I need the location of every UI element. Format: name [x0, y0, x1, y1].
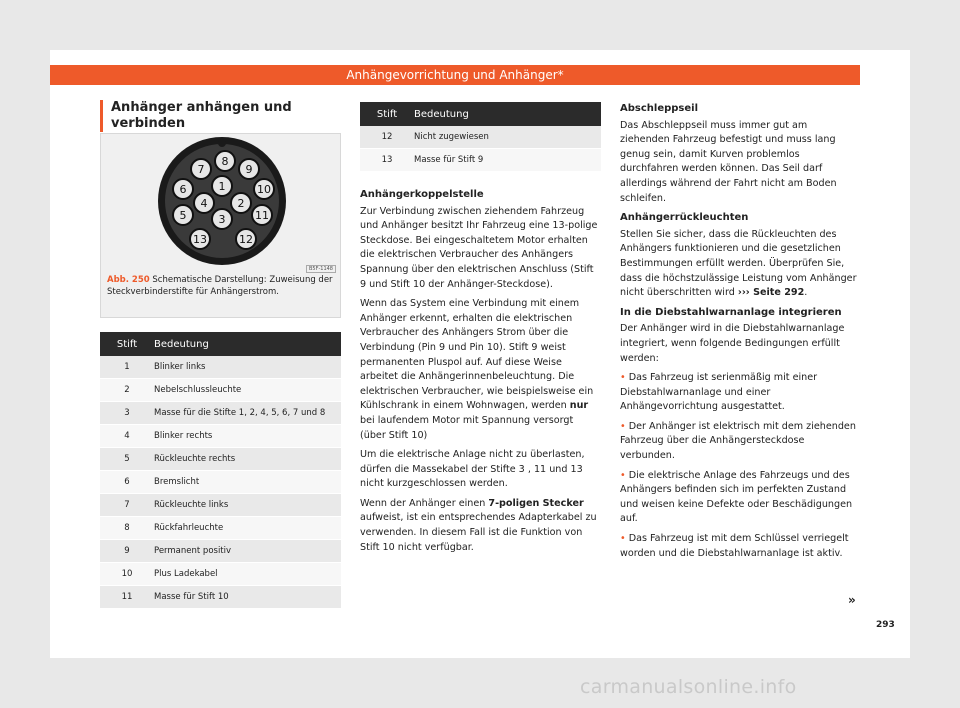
page-header: Anhängevorrichtung und Anhänger*: [50, 65, 860, 85]
connector-diagram: [101, 134, 342, 269]
table-row: [360, 149, 601, 172]
paragraph: [620, 228, 860, 301]
pin-meaning: Bremslicht: [154, 471, 341, 494]
table-row: [100, 540, 341, 563]
caption-label: Abb. 250: [107, 275, 150, 285]
pin-number: 6: [100, 471, 154, 494]
table-row: [100, 402, 341, 425]
pin-meaning: Nebelschlussleuchte: [154, 379, 341, 402]
pin-number: 1: [100, 356, 154, 379]
pin-label: 4: [200, 197, 208, 210]
connector-key: [218, 139, 226, 147]
pin-label: 13: [193, 233, 207, 246]
pin-table-2: [360, 102, 601, 172]
bullet-icon: •: [620, 469, 626, 481]
list-item: [620, 420, 860, 464]
list-item: [620, 469, 860, 527]
text-run: .: [804, 287, 808, 299]
table-row: [100, 356, 341, 379]
pin-table-1: [100, 332, 341, 609]
text-run: Wenn das System eine Verbindung mit einem Anhänger erkennt, erhalten die elektrischen Verbraucher des Anhängers Strom über die Verbindung (Pin 9 und Pin 10). Stift 9 weist permanenten Pluspol auf. Auf diese Weise arbeitet die Anhängerinnenbeleuchtung. Die elektrischen Verbraucher, wie beispielsweise ein Kühlschrank in einem Wohnwagen, werden: [360, 298, 594, 412]
pin-number: 4: [100, 425, 154, 448]
bullet-list: [620, 371, 860, 561]
pin-label: 10: [257, 183, 271, 196]
paragraph: Der Anhänger wird in die Diebstahlwarnanlage integriert, wenn folgende Bedingungen erfüllt werden:: [620, 323, 845, 364]
table-row: [100, 563, 341, 586]
pin-label: 9: [245, 163, 253, 176]
pin-label: 5: [179, 209, 187, 222]
table-row: [100, 425, 341, 448]
pin-number: 13: [360, 149, 414, 172]
pin-meaning: Blinker links: [154, 356, 341, 379]
pin-table-continued: [360, 102, 601, 172]
watermark: carmanualsonline.info: [580, 676, 797, 698]
heading-rueckleuchten: Anhängerrückleuchten: [620, 212, 749, 224]
page-reference-link[interactable]: ››› Seite 292: [737, 287, 805, 299]
pin-label: 8: [221, 155, 229, 168]
pin-number: 10: [100, 563, 154, 586]
pin-meaning: Blinker rechts: [154, 425, 341, 448]
pin-meaning: Masse für Stift 9: [414, 149, 601, 172]
pin-number: 8: [100, 517, 154, 540]
col-header-stift: Stift: [360, 102, 414, 126]
pin-label: 1: [218, 180, 226, 193]
pin-number: 5: [100, 448, 154, 471]
section-title: Anhänger anhängen und verbinden: [100, 100, 341, 132]
paragraph: Um die elektrische Anlage nicht zu überlasten, dürfen die Massekabel der Stifte 3 , 11 und 13 nicht kurzgeschlossen werden.: [360, 449, 585, 490]
col-header-bedeutung: Bedeutung: [154, 332, 341, 356]
pin-meaning: Rückleuchte rechts: [154, 448, 341, 471]
pin-label: 3: [218, 213, 226, 226]
table-row: [360, 126, 601, 149]
table-row: [100, 586, 341, 609]
pin-meaning: Rückleuchte links: [154, 494, 341, 517]
bold-text: nur: [569, 400, 589, 412]
pin-meaning: Plus Ladekabel: [154, 563, 341, 586]
pin-meaning: Permanent positiv: [154, 540, 341, 563]
pin-label: 6: [179, 183, 187, 196]
table-row: [100, 379, 341, 402]
figure: [100, 133, 341, 318]
continue-mark: »: [848, 593, 856, 607]
caption-text: Schematische Darstellung: Zuweisung der Steckverbinderstifte für Anhängerstrom.: [107, 275, 333, 297]
section-heading-block: [100, 100, 341, 137]
page-number: 293: [876, 620, 895, 630]
pin-meaning: Rückfahrleuchte: [154, 517, 341, 540]
pin-label: 2: [237, 197, 245, 210]
pin-meaning: Nicht zugewiesen: [414, 126, 601, 149]
table-row: [100, 517, 341, 540]
table-row: [100, 494, 341, 517]
list-item: [620, 371, 860, 415]
bold-text: 7-poligen Stecker: [488, 497, 584, 509]
heading-diebstahlwarnanlage: In die Diebstahlwarnanlage integrieren: [620, 306, 842, 318]
paragraph: [360, 297, 602, 443]
heading-koppelstelle: Anhängerkoppelstelle: [360, 189, 484, 200]
list-item: [620, 532, 860, 561]
figure-caption: [107, 274, 335, 298]
paragraph: [360, 497, 602, 555]
pin-label: 7: [197, 163, 205, 176]
bullet-text: Die elektrische Anlage des Fahrzeugs und des Anhängers befinden sich im perfekten Zustand und weisen keine Defekte oder Beschädigungen auf.: [620, 469, 853, 525]
table-row: [100, 448, 341, 471]
paragraph: Zur Verbindung zwischen ziehendem Fahrzeug und Anhänger besitzt Ihr Fahrzeug eine 13-polige Steckdose. Bei eingeschaltetem Motor erhalten die elektrischen Verbraucher des Anhängers Spannung über den elektrischen Anschluss (Stift 9 und Stift 10 der Anhänger-Steckdose).: [360, 205, 598, 290]
figure-code: B5F-1148: [306, 265, 336, 273]
pin-number: 2: [100, 379, 154, 402]
bullet-text: Das Fahrzeug ist serienmäßig mit einer Diebstahlwarnanlage und einer Anhängevorrichtung ausgestattet.: [620, 372, 818, 413]
pin-table: [100, 332, 341, 609]
pin-number: 3: [100, 402, 154, 425]
column-right: [620, 102, 860, 566]
text-run: Stellen Sie sicher, dass die Rückleuchten des Anhängers funktionieren und die gesetzlichen Bestimmungen erfüllt werden. Überprüfen Sie, dass die höchstzulässige Leistung vom Anhänger nicht überschritten wird: [620, 228, 857, 299]
pin-label: 11: [255, 209, 269, 222]
col-header-bedeutung: Bedeutung: [414, 102, 601, 126]
text-run: bei laufendem Motor mit Spannung versorgt (über Stift 10): [360, 414, 574, 441]
bullet-icon: •: [620, 420, 626, 432]
table-row: [100, 471, 341, 494]
column-middle: [360, 188, 602, 560]
col-header-stift: Stift: [100, 332, 154, 356]
pin-number: 9: [100, 540, 154, 563]
pin-number: 7: [100, 494, 154, 517]
pin-number: 11: [100, 586, 154, 609]
heading-abschleppseil: Abschleppseil: [620, 103, 699, 114]
paragraph: Das Abschleppseil muss immer gut am ziehenden Fahrzeug befestigt und muss lang genug sein, damit Kurven problemlos durchfahren werden können. Das Seil darf allerdings während der Fahrt nicht am Boden schleifen.: [620, 119, 837, 204]
pin-meaning: Masse für Stift 10: [154, 586, 341, 609]
pin-label: 12: [239, 233, 253, 246]
text-run: Wenn der Anhänger einen: [360, 497, 486, 509]
pin-meaning: Masse für die Stifte 1, 2, 4, 5, 6, 7 und 8: [154, 402, 341, 425]
text-run: aufweist, ist ein entsprechendes Adapterkabel zu verwenden. In diesem Fall ist die Funktion von Stift 10 nicht verfügbar.: [360, 512, 597, 553]
bullet-icon: •: [620, 372, 626, 384]
bullet-text: Das Fahrzeug ist mit dem Schlüssel verriegelt worden und die Diebstahlwarnanlage ist aktiv.: [620, 533, 849, 559]
pin-number: 12: [360, 126, 414, 149]
bullet-icon: •: [620, 533, 626, 545]
bullet-text: Der Anhänger ist elektrisch mit dem ziehenden Fahrzeug über die Anhängersteckdose verbunden.: [620, 420, 856, 462]
